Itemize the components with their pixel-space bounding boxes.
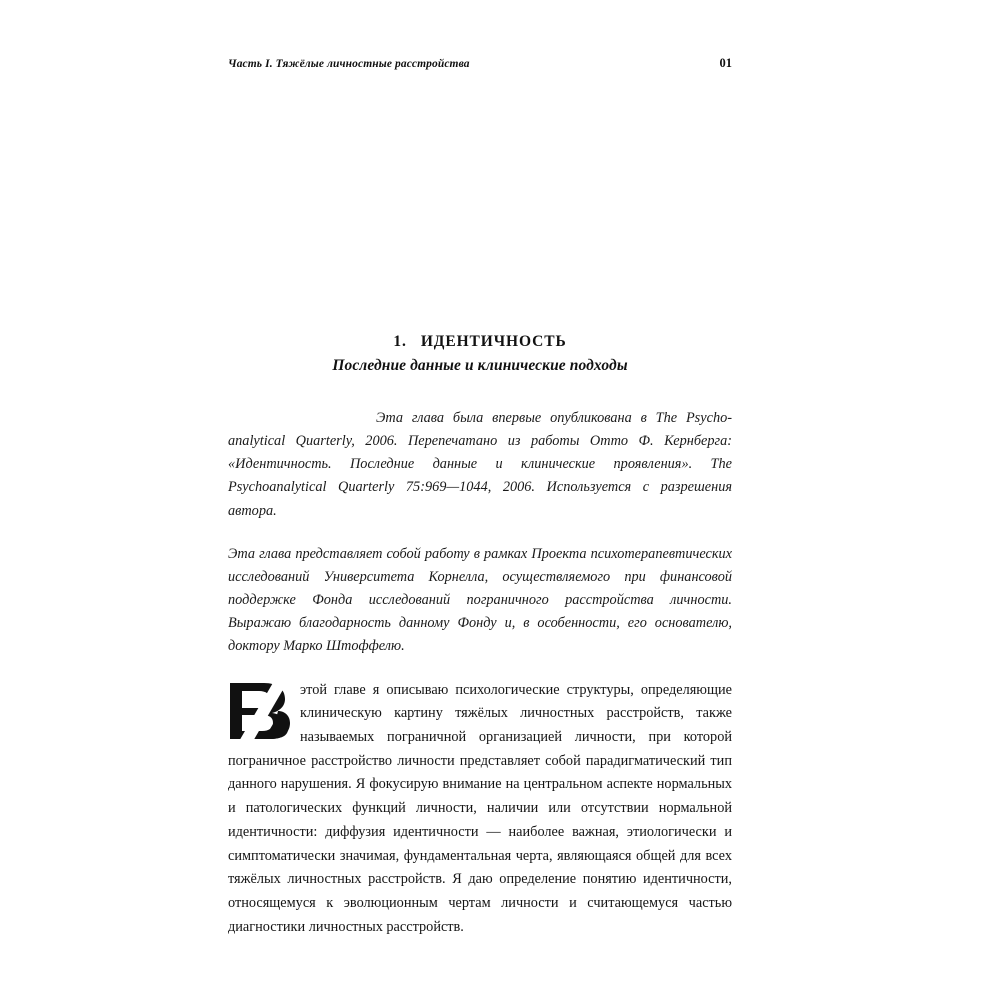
chapter-title: ИДЕНТИЧНОСТЬ <box>420 333 567 350</box>
body-paragraph <box>228 679 732 940</box>
body-paragraph-text: этой главе я описываю психологические структуры, определяющие клиническую картину тяжёлых личностных расстройств, также называемых пограничной организацией личности, при которой пограничное расстройство личности представляет собой парадигматический тип данного нарушения. Я фокусирую внимание на центральном аспекте нормальных и патологических функций личности, наличии или отсутствии нормальной идентичности: диффузия идентичности — наиболее важная, этиологически и симптоматически значимая, фундаментальная черта, являющаяся общей для всех тяжёлых личностных расстройств. Я даю определение понятию идентичности, относящемуся к эволюционным чертам личности и считающемуся частью диагностики личностных расстройств. <box>228 681 732 935</box>
running-head-title: Часть I. Тяжёлые личностные расстройства <box>228 58 470 70</box>
drop-cap-letter-v <box>228 681 294 741</box>
page-content <box>228 56 732 939</box>
page-number: 01 <box>719 56 732 70</box>
chapter-title-line <box>393 333 566 351</box>
chapter-heading <box>228 333 732 375</box>
running-head <box>228 56 732 71</box>
epigraph-paragraph: Эта глава была впервые опубликована в The Psycho-analytical Quarterly, 2006. Перепечатано из работы Отто Ф. Кернберга: «Идентичность. Последние данные и клинические проявления». The Psychoanalytical Quarterly 75:969—1044, 2006. Используется с разрешения автора. <box>228 410 732 519</box>
chapter-subtitle: Последние данные и клинические подходы <box>332 357 628 374</box>
chapter-number: 1. <box>393 333 407 350</box>
acknowledgement-paragraph: Эта глава представляет собой работу в рамках Проекта психотерапевтических исследований Университета Корнелла, осуществляемого при финансовой поддержке Фонда исследований пограничного расстройства личности. Выражаю благодарность данному Фонду и, в особенности, его основателю, доктору Марко Штоффелю. <box>228 545 732 655</box>
